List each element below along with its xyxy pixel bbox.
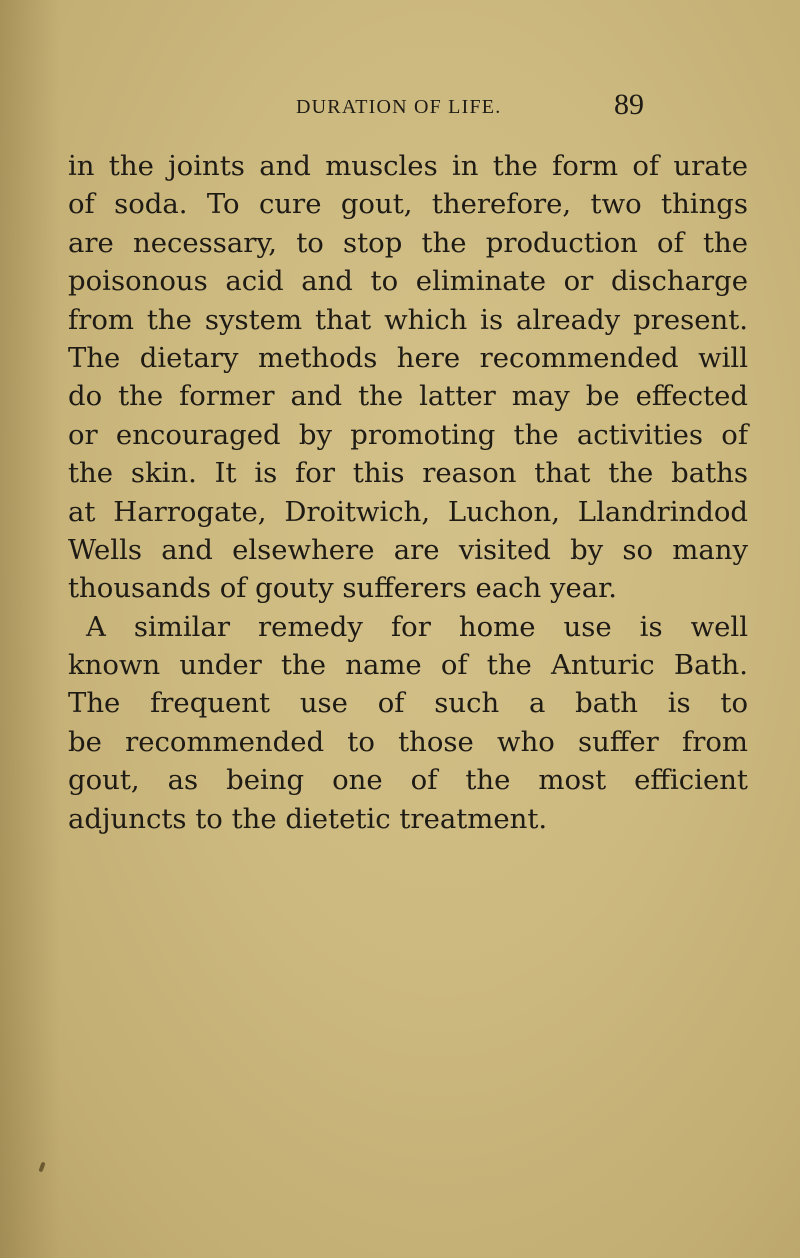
- text-line: The dietary methods here recommended will: [68, 341, 748, 374]
- running-head: DURATION OF LIFE.: [296, 96, 502, 118]
- text-line: in the joints and muscles in the form of urate: [68, 150, 748, 182]
- text-line: A similar remedy for home use is well: [86, 610, 748, 643]
- text-line: from the system that which is already present.: [68, 303, 748, 336]
- text-line: poisonous acid and to eliminate or discharge: [68, 265, 748, 298]
- text-line: of soda. To cure gout, therefore, two things: [68, 188, 748, 221]
- text-line: gout, as being one of the most efficient: [68, 764, 748, 797]
- page-number: 89: [614, 88, 644, 121]
- text-line: at Harrogate, Droitwich, Luchon, Llandrindod: [68, 495, 748, 528]
- text-line: thousands of gouty sufferers each year.: [68, 572, 618, 605]
- text-line: or encouraged by promoting the activities of: [68, 418, 748, 451]
- text-line: are necessary, to stop the production of the: [68, 226, 748, 259]
- page-edge-shadow: [0, 0, 60, 1258]
- text-line: do the former and the latter may be effected: [68, 380, 748, 413]
- text-line: Wells and elsewhere are visited by so many: [68, 533, 748, 566]
- text-line: be recommended to those who suffer from: [68, 725, 748, 758]
- page-header: [0, 88, 800, 122]
- text-line: The frequent use of such a bath is to: [68, 687, 748, 720]
- text-line: adjuncts to the dietetic treatment.: [68, 802, 548, 835]
- text-line: known under the name of the Anturic Bath.: [68, 649, 748, 682]
- text-line: the skin. It is for this reason that the baths: [68, 457, 748, 490]
- body-text: [68, 147, 748, 838]
